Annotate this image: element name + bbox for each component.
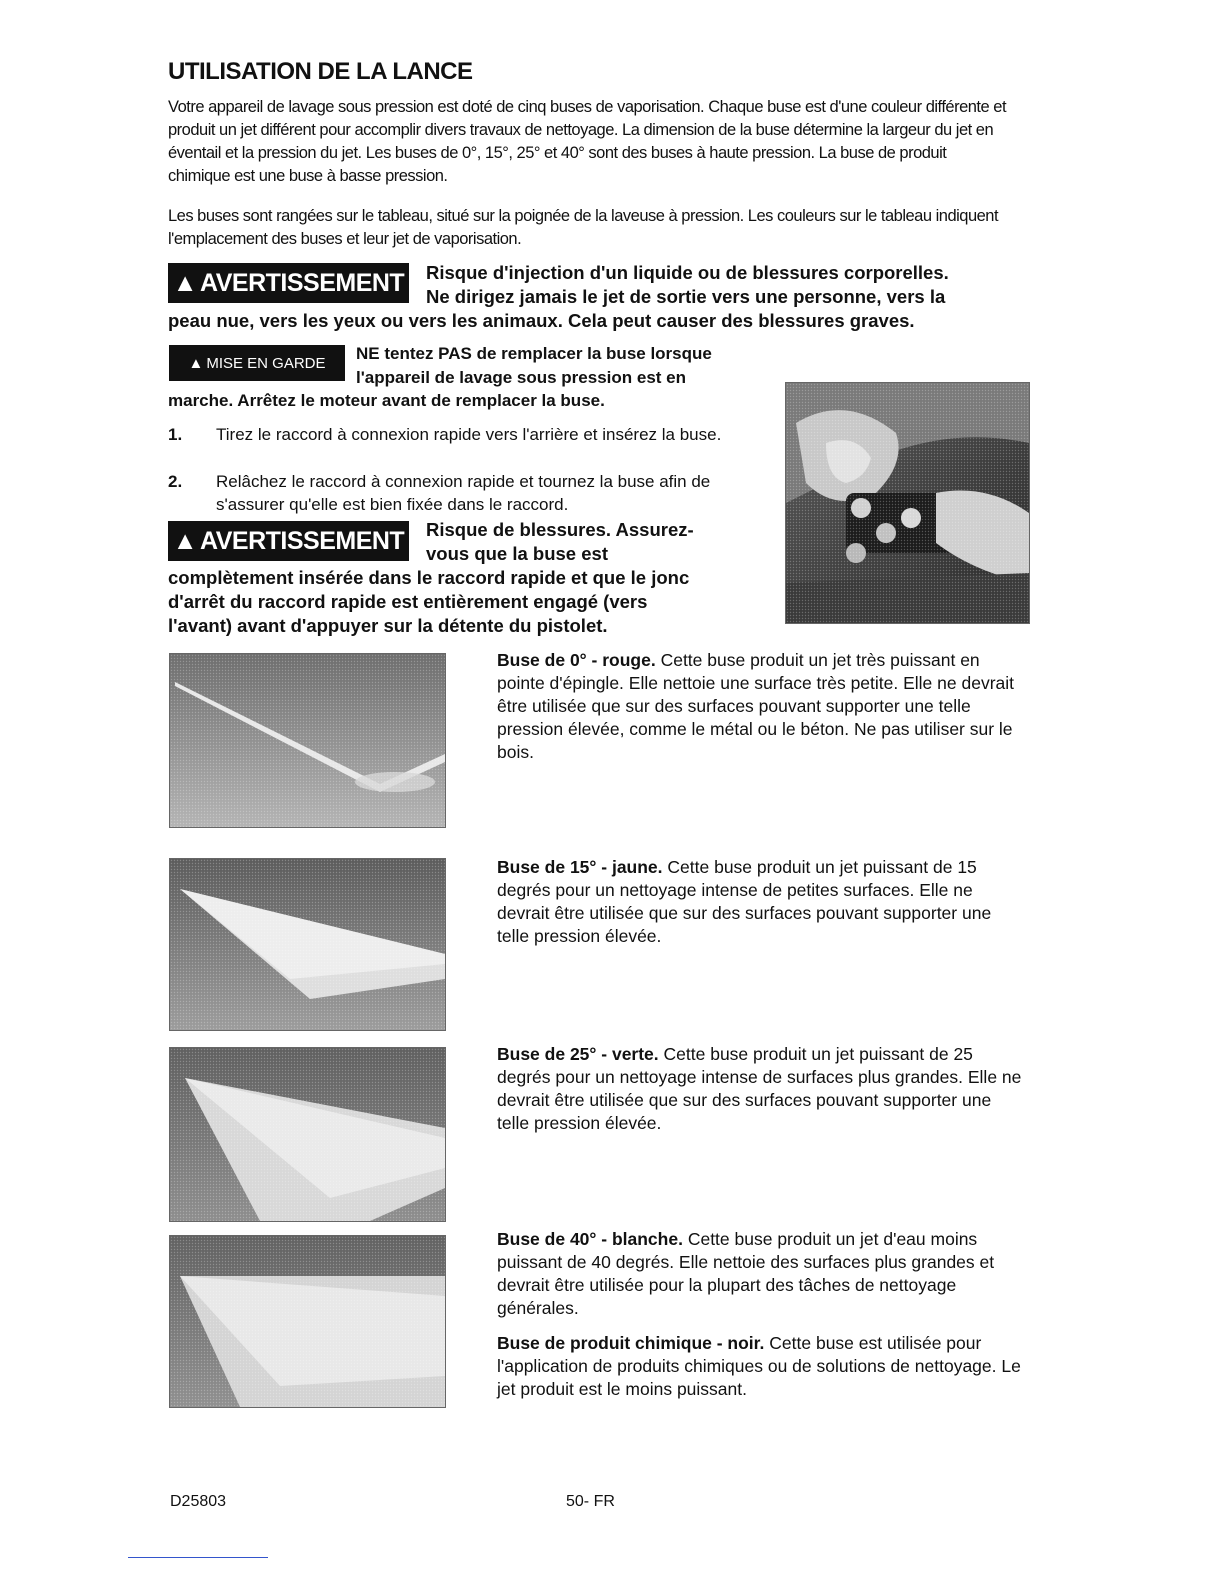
step-1 xyxy=(168,423,778,469)
caution-line-1: NE tentez PAS de remplacer la buse lorsque xyxy=(356,344,712,363)
warning-badge-2 xyxy=(168,521,409,561)
caution-badge-label: MISE EN GARDE xyxy=(206,354,326,372)
step-text: Relâchez le raccord à connexion rapide et tournez la buse afin de s'assurer qu'elle est bien fixée dans le raccord. xyxy=(216,472,711,514)
step-2 xyxy=(168,470,778,516)
nozzle-label: Buse de 15° - jaune. xyxy=(497,857,663,877)
spray-photo-0-degree xyxy=(169,653,446,828)
warning-2-line-2: vous que la buse est xyxy=(426,543,608,564)
spray-photo-40-degree xyxy=(169,1235,446,1408)
warning-2-line-1: Risque de blessures. Assurez- xyxy=(426,519,694,540)
nozzle-label: Buse de 25° - verte. xyxy=(497,1044,659,1064)
nozzle-0-description xyxy=(497,649,1027,764)
footer-doc-code: D25803 xyxy=(170,1493,227,1510)
nozzle-text: Cette buse produit un jet d'eau moins puissant de 40 degrés. Elle nettoie des surfaces plus grandes et devrait être utilisée pour la plupart des tâches de nettoyage générales. xyxy=(497,1229,995,1318)
warning-1-line-2: Ne dirigez jamais le jet de sortie vers une personne, vers la xyxy=(426,286,946,307)
nozzle-40-description xyxy=(497,1228,1027,1320)
intro-paragraph-2: Les buses sont rangées sur le tableau, situé sur la poignée de la laveuse à pression. Les couleurs sur le tableau indiquent l'emplacement des buses et leur jet de vaporisation. xyxy=(168,207,999,248)
nozzle-text: Cette buse est utilisée pour l'application de produits chimiques ou de solutions de nettoyage. Le jet produit est le moins puissant. xyxy=(497,1333,1021,1399)
spray-photo-25-degree xyxy=(169,1047,446,1222)
page-title: UTILISATION DE LA LANCE xyxy=(168,58,473,85)
warning-triangle-icon: ▲ xyxy=(172,268,198,297)
nozzle-15-description xyxy=(497,856,1027,948)
warning-triangle-icon: ▲ xyxy=(172,526,198,555)
warning-2-line-4: d'arrêt du raccord rapide est entièrement engagé (vers xyxy=(168,591,648,612)
warning-triangle-icon: ▲ xyxy=(188,354,204,372)
nozzle-chemical-description xyxy=(497,1332,1027,1401)
nozzle-25-description xyxy=(497,1043,1027,1135)
step-number: 2. xyxy=(168,472,183,491)
warning-badge-label: AVERTISSEMENT xyxy=(200,268,405,297)
nozzle-text: Cette buse produit un jet puissant de 25 degrés pour un nettoyage intense de surfaces plus grandes. Elle ne devrait être utilisée que sur des surfaces pouvant supporter une telle pression élevée. xyxy=(497,1044,1022,1133)
nozzle-insertion-photo xyxy=(785,382,1030,624)
warning-2-line-5: l'avant) avant d'appuyer sur la détente du pistolet. xyxy=(168,615,608,636)
caution-line-2: l'appareil de lavage sous pression est en xyxy=(356,368,687,387)
warning-2-line-3: complètement insérée dans le raccord rapide et que le jonc xyxy=(168,567,690,588)
footer-page-number: 50- FR xyxy=(566,1493,615,1510)
nozzle-text: Cette buse produit un jet puissant de 15 degrés pour un nettoyage intense de petites surfaces. Elle ne devrait être utilisée que sur des surfaces pouvant supporter une telle pression élevée. xyxy=(497,857,992,946)
nozzle-label: Buse de produit chimique - noir. xyxy=(497,1333,765,1353)
nozzle-label: Buse de 0° - rouge. xyxy=(497,650,656,670)
step-number: 1. xyxy=(168,425,183,444)
warning-1-line-3: peau nue, vers les yeux ou vers les animaux. Cela peut causer des blessures graves. xyxy=(168,310,915,331)
caution-line-3: marche. Arrêtez le moteur avant de remplacer la buse. xyxy=(168,391,605,410)
nozzle-label: Buse de 40° - blanche. xyxy=(497,1229,683,1249)
warning-badge-label: AVERTISSEMENT xyxy=(200,526,405,555)
caution-badge xyxy=(169,345,345,381)
spray-photo-15-degree xyxy=(169,858,446,1031)
warning-1-line-1: Risque d'injection d'un liquide ou de blessures corporelles. xyxy=(426,262,949,283)
warning-badge-1 xyxy=(168,263,409,303)
step-text: Tirez le raccord à connexion rapide vers l'arrière et insérez la buse. xyxy=(216,425,722,444)
bottom-divider xyxy=(128,1557,268,1558)
nozzle-text: Cette buse produit un jet très puissant en pointe d'épingle. Elle nettoie une surface très petite. Elle ne devrait être utilisée que sur des surfaces pouvant supporter une telle pression élevée, comme le métal ou le béton. Ne pas utiliser sur le bois. xyxy=(497,650,1015,762)
intro-paragraph-1: Votre appareil de lavage sous pression est doté de cinq buses de vaporisation. Chaque buse est d'une couleur différente et produit un jet différent pour accomplir divers travaux de nettoyage. La dimension de la buse détermine la largeur du jet en éventail et la pression du jet. Les buses de 0°, 15°, 25° et 40° sont des buses à haute pression. La buse de produit chimique est une buse à basse pression. xyxy=(168,98,1007,185)
